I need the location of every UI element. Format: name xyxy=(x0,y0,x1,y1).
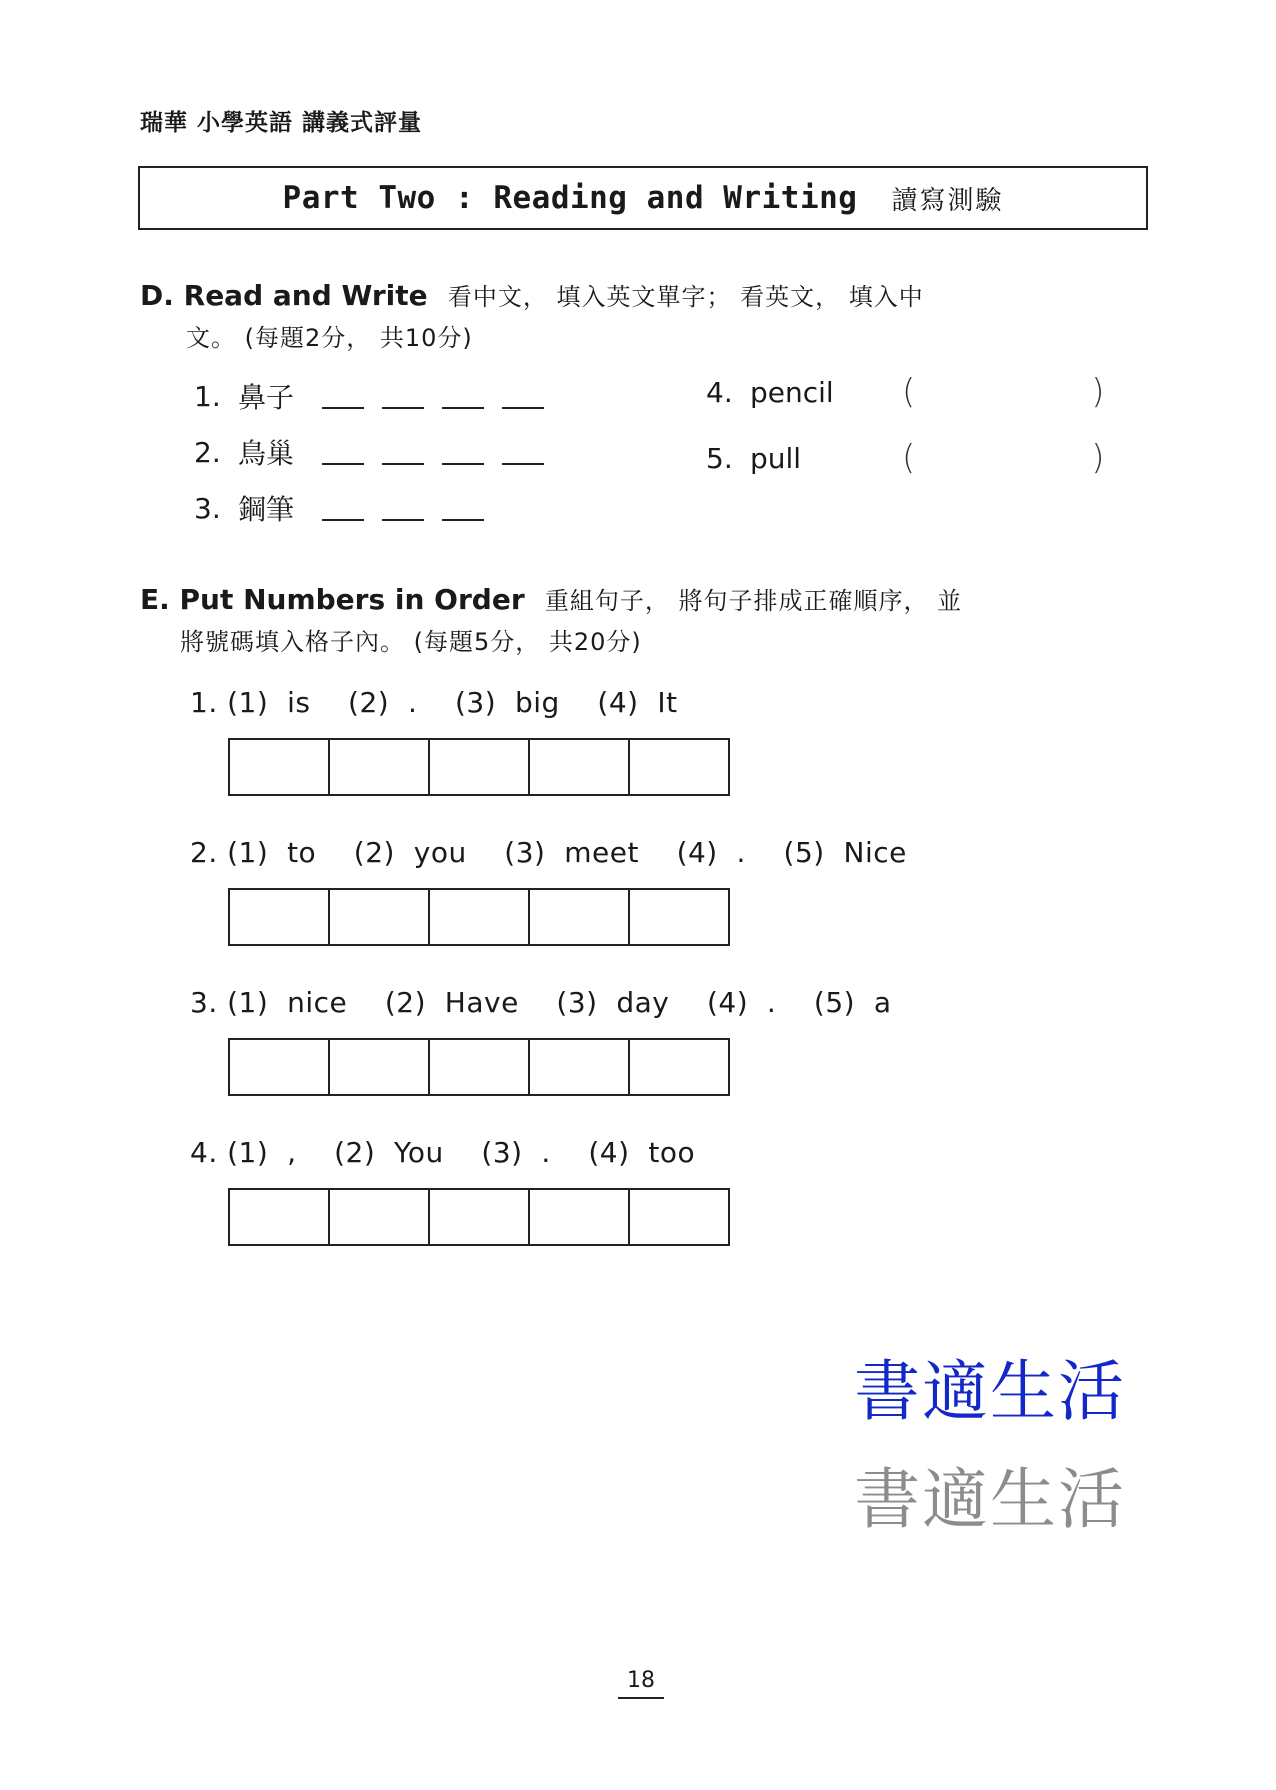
answer-box[interactable] xyxy=(528,738,630,796)
item-number: 2. xyxy=(194,435,221,469)
section-d-item xyxy=(194,376,544,416)
section-e-label: E. Put Numbers in Order xyxy=(140,583,525,616)
item-number: 5. xyxy=(706,441,733,475)
blank[interactable] xyxy=(442,495,484,521)
item-number: 4. xyxy=(706,375,733,409)
section-d-item xyxy=(194,432,544,472)
section-d-label: D. Read and Write xyxy=(140,279,428,312)
section-d-item xyxy=(706,372,1105,412)
question-text: 4. (1) , (2) You (3) . (4) too xyxy=(190,1136,696,1169)
blank[interactable] xyxy=(442,383,484,409)
page-number: 18 xyxy=(618,1668,664,1699)
section-d-item xyxy=(706,438,1105,478)
blank[interactable] xyxy=(382,439,424,465)
answer-box-row xyxy=(228,1038,730,1096)
part-title-zh: 讀寫測驗 xyxy=(891,185,1004,216)
answer-box-row xyxy=(228,888,730,946)
answer-box[interactable] xyxy=(528,1188,630,1246)
section-d-heading xyxy=(140,278,924,315)
paren-close: ) xyxy=(1091,438,1105,478)
answer-box[interactable] xyxy=(228,888,330,946)
paren-open: ( xyxy=(902,438,916,478)
blank[interactable] xyxy=(322,439,364,465)
question-text: 3. (1) nice (2) Have (3) day (4) . (5) a xyxy=(190,986,892,1019)
answer-box[interactable] xyxy=(328,1038,430,1096)
paren-open: ( xyxy=(902,372,916,412)
question-text: 2. (1) to (2) you (3) meet (4) . (5) Nice xyxy=(190,836,907,869)
section-d-instruction-2: 文。 (每題2分， 共10分) xyxy=(186,324,473,352)
answer-box[interactable] xyxy=(428,888,530,946)
answer-box[interactable] xyxy=(628,738,730,796)
answer-box[interactable] xyxy=(228,738,330,796)
answer-box[interactable] xyxy=(628,888,730,946)
answer-box[interactable] xyxy=(428,738,530,796)
section-e-heading xyxy=(140,582,962,619)
item-number: 1. xyxy=(194,379,221,413)
answer-box[interactable] xyxy=(328,1188,430,1246)
book-header: 瑞華 小學英語 講義式評量 xyxy=(140,109,423,136)
answer-box[interactable] xyxy=(628,1038,730,1096)
section-d-instruction-1: 看中文， 填入英文單字； 看英文， 填入中 xyxy=(447,283,924,311)
part-title-en: Part Two : Reading and Writing xyxy=(282,180,858,216)
item-word: pencil xyxy=(750,375,834,409)
section-d-item xyxy=(194,488,484,528)
watermark-brand-gray: 書適生活 xyxy=(854,1461,1126,1538)
blank[interactable] xyxy=(382,495,424,521)
answer-blanks[interactable] xyxy=(322,439,544,465)
answer-box[interactable] xyxy=(428,1038,530,1096)
blank[interactable] xyxy=(382,383,424,409)
item-word: pull xyxy=(750,441,802,475)
answer-box-row xyxy=(228,1188,730,1246)
question-text: 1. (1) is (2) . (3) big (4) It xyxy=(190,686,678,719)
answer-box[interactable] xyxy=(528,1038,630,1096)
blank[interactable] xyxy=(502,383,544,409)
paren-close: ) xyxy=(1091,372,1105,412)
blank[interactable] xyxy=(322,495,364,521)
answer-box[interactable] xyxy=(228,1038,330,1096)
answer-blanks[interactable] xyxy=(322,495,484,521)
answer-box[interactable] xyxy=(228,1188,330,1246)
answer-box[interactable] xyxy=(428,1188,530,1246)
section-e-instruction-2: 將號碼填入格子內。 (每題5分， 共20分) xyxy=(180,628,642,656)
answer-box[interactable] xyxy=(328,888,430,946)
item-number: 3. xyxy=(194,491,221,525)
part-title-box xyxy=(138,166,1148,230)
answer-box[interactable] xyxy=(328,738,430,796)
answer-box[interactable] xyxy=(628,1188,730,1246)
item-word: 鳥巢 xyxy=(238,437,295,470)
item-word: 鋼筆 xyxy=(238,493,295,526)
section-e-instruction-1: 重組句子， 將句子排成正確順序， 並 xyxy=(544,587,963,615)
item-word: 鼻子 xyxy=(238,381,295,414)
answer-blanks[interactable] xyxy=(322,383,544,409)
blank[interactable] xyxy=(442,439,484,465)
answer-box-row xyxy=(228,738,730,796)
blank[interactable] xyxy=(502,439,544,465)
watermark-brand-blue: 書適生活 xyxy=(854,1353,1126,1430)
answer-box[interactable] xyxy=(528,888,630,946)
blank[interactable] xyxy=(322,383,364,409)
